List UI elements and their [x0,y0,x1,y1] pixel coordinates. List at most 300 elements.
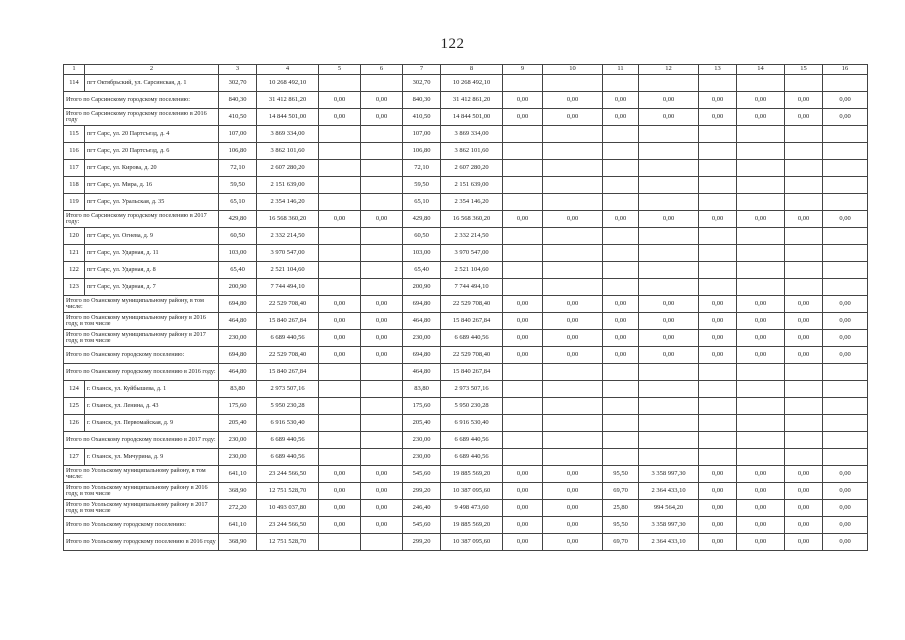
table-cell [699,398,737,415]
table-cell [639,245,699,262]
table-cell: 368,90 [219,483,257,500]
row-number: 121 [64,245,85,262]
table-cell: 65,10 [219,194,257,211]
table-cell: 6 689 440,56 [257,330,319,347]
table-cell [603,398,639,415]
table-cell: 0,00 [639,109,699,126]
table-cell: 0,00 [503,347,543,364]
table-cell: 694,80 [219,296,257,313]
table-cell: 0,00 [543,92,603,109]
table-cell [503,194,543,211]
table-row [64,262,868,279]
table-cell: 6 916 530,40 [257,415,319,432]
row-label: пгт Сарс, ул. 20 Партсъезд, д. 6 [85,143,219,160]
table-cell [785,432,823,449]
table-cell: 0,00 [639,313,699,330]
row-label: Итого по Сарсинскому городскому поселению: [64,92,219,109]
table-cell: 0,00 [361,483,403,500]
table-cell: 5 950 230,28 [257,398,319,415]
table-cell [603,143,639,160]
table-cell: 0,00 [785,330,823,347]
table-cell [699,143,737,160]
table-cell: 0,00 [543,313,603,330]
table-cell [503,126,543,143]
table-cell: 641,10 [219,517,257,534]
table-cell: 0,00 [503,517,543,534]
table-cell: 0,00 [823,466,868,483]
table-cell: 65,10 [403,194,441,211]
table-cell [603,160,639,177]
row-label: Итого по Усольскому муниципальному району в 2017 году, в том числе [64,500,219,517]
column-header: 9 [503,65,543,75]
table-cell [603,228,639,245]
table-cell: 299,20 [403,483,441,500]
table-cell: 83,80 [403,381,441,398]
table-cell [737,432,785,449]
table-cell: 19 885 569,20 [441,466,503,483]
row-label: Итого по Оханскому муниципальному району, в том числе: [64,296,219,313]
table-cell [639,262,699,279]
table-row [64,143,868,160]
table-cell [639,398,699,415]
row-number: 127 [64,449,85,466]
table-cell: 368,90 [219,534,257,551]
row-number: 114 [64,75,85,92]
table-cell: 22 529 708,40 [257,347,319,364]
table-cell: 0,00 [361,296,403,313]
table-cell [319,75,361,92]
table-cell: 0,00 [823,347,868,364]
table-cell [503,143,543,160]
table-cell [823,279,868,296]
row-label: Итого по Усольскому городскому поселению: [64,517,219,534]
table-cell [785,398,823,415]
table-cell: 6 916 530,40 [441,415,503,432]
table-cell [699,126,737,143]
table-cell [361,534,403,551]
table-cell: 60,50 [403,228,441,245]
table-cell: 840,30 [403,92,441,109]
table-cell: 0,00 [503,500,543,517]
table-cell [503,432,543,449]
table-cell [319,534,361,551]
table-cell: 464,80 [403,313,441,330]
table-cell [699,262,737,279]
table-cell: 0,00 [737,347,785,364]
table-cell [785,160,823,177]
table-cell: 0,00 [823,483,868,500]
table-cell [785,177,823,194]
row-label: Итого по Сарсинскому городскому поселению в 2016 году [64,109,219,126]
row-label: Итого по Усольскому муниципальному району в 2016 году, в том числе [64,483,219,500]
table-cell: 0,00 [319,313,361,330]
table-row [64,245,868,262]
table-cell: 0,00 [319,296,361,313]
table-cell [543,381,603,398]
total-row [64,313,868,330]
table-cell [603,449,639,466]
table-cell [319,415,361,432]
row-label: Итого по Оханскому городскому поселению в 2017 году: [64,432,219,449]
total-row [64,517,868,534]
table-cell: 0,00 [543,211,603,228]
table-cell: 299,20 [403,534,441,551]
total-row [64,92,868,109]
row-label: Итого по Усольскому городскому поселению в 2016 году [64,534,219,551]
table-cell [699,245,737,262]
table-cell [543,160,603,177]
row-label: пгт Сарс, ул. Ударная, д. 7 [85,279,219,296]
table-cell: 14 844 501,00 [257,109,319,126]
column-header: 2 [85,65,219,75]
table-cell [543,245,603,262]
table-cell [361,449,403,466]
table-cell: 15 840 267,84 [257,313,319,330]
table-cell [737,449,785,466]
total-row [64,364,868,381]
table-cell [543,177,603,194]
table-cell [319,126,361,143]
table-cell [319,381,361,398]
table-cell [699,415,737,432]
table-cell: 106,80 [219,143,257,160]
table-cell: 0,00 [361,500,403,517]
table-cell: 230,00 [403,432,441,449]
table-cell: 0,00 [503,466,543,483]
table-cell [785,262,823,279]
table-cell [737,194,785,211]
total-row [64,211,868,228]
table-cell [603,126,639,143]
table-cell: 230,00 [403,449,441,466]
table-cell [361,143,403,160]
table-cell [603,432,639,449]
table-cell: 246,40 [403,500,441,517]
table-cell [543,364,603,381]
table-cell: 0,00 [543,109,603,126]
table-cell: 0,00 [737,483,785,500]
table-cell: 0,00 [699,500,737,517]
table-cell: 15 840 267,84 [441,313,503,330]
table-cell [737,398,785,415]
table-cell: 0,00 [543,483,603,500]
table-cell [543,75,603,92]
data-table [63,64,868,551]
row-number: 120 [64,228,85,245]
table-cell: 31 412 861,20 [441,92,503,109]
total-row [64,534,868,551]
row-label: пгт Сарс, ул. Ударная, д. 8 [85,262,219,279]
table-cell: 15 840 267,84 [441,364,503,381]
table-cell [823,228,868,245]
table-cell: 0,00 [699,347,737,364]
table-cell: 0,00 [543,517,603,534]
table-cell: 95,50 [603,466,639,483]
table-cell: 0,00 [503,534,543,551]
column-header: 5 [319,65,361,75]
table-cell: 0,00 [503,330,543,347]
table-cell: 14 844 501,00 [441,109,503,126]
table-cell [639,143,699,160]
row-number: 115 [64,126,85,143]
table-cell: 994 564,20 [639,500,699,517]
table-cell: 0,00 [823,211,868,228]
table-cell [699,194,737,211]
table-row [64,75,868,92]
table-cell: 65,40 [403,262,441,279]
table-cell: 0,00 [319,483,361,500]
table-cell [823,194,868,211]
table-cell [823,415,868,432]
table-cell: 0,00 [699,109,737,126]
table-cell: 302,70 [403,75,441,92]
table-cell: 429,80 [403,211,441,228]
table-cell: 3 970 547,00 [257,245,319,262]
column-header: 4 [257,65,319,75]
table-cell: 103,00 [403,245,441,262]
column-header: 12 [639,65,699,75]
table-cell: 0,00 [785,211,823,228]
table-cell: 230,00 [219,330,257,347]
table-cell: 0,00 [543,330,603,347]
table-cell: 83,80 [219,381,257,398]
table-row [64,449,868,466]
table-cell [361,75,403,92]
table-cell: 200,90 [403,279,441,296]
table-cell: 0,00 [361,313,403,330]
column-header: 14 [737,65,785,75]
table-cell [785,279,823,296]
table-cell: 2 521 104,60 [441,262,503,279]
total-row [64,432,868,449]
table-cell: 545,60 [403,517,441,534]
table-cell: 0,00 [319,109,361,126]
table-cell: 7 744 494,10 [257,279,319,296]
table-cell: 0,00 [603,347,639,364]
table-cell: 0,00 [823,500,868,517]
table-cell: 0,00 [319,92,361,109]
column-header: 1 [64,65,85,75]
table-cell: 0,00 [823,109,868,126]
table-cell: 12 751 528,70 [257,534,319,551]
table-cell [319,177,361,194]
table-cell [319,279,361,296]
row-label: пгт Сарс, ул. Огнева, д. 9 [85,228,219,245]
row-number: 122 [64,262,85,279]
table-cell [737,143,785,160]
table-row [64,177,868,194]
table-cell: 0,00 [603,330,639,347]
table-cell: 0,00 [737,313,785,330]
table-cell [503,364,543,381]
table-cell: 464,80 [403,364,441,381]
table-cell [699,75,737,92]
table-cell: 205,40 [403,415,441,432]
column-header: 8 [441,65,503,75]
table-cell [699,449,737,466]
table-cell: 0,00 [543,296,603,313]
table-cell [319,143,361,160]
table-cell: 72,10 [403,160,441,177]
table-cell [639,432,699,449]
table-cell: 175,60 [219,398,257,415]
table-cell: 0,00 [361,330,403,347]
row-label: пгт Сарс, ул. Кирова, д. 20 [85,160,219,177]
table-cell: 2 151 639,00 [441,177,503,194]
column-header: 16 [823,65,868,75]
table-cell: 0,00 [361,92,403,109]
table-cell: 23 244 566,50 [257,517,319,534]
table-cell: 840,30 [219,92,257,109]
table-cell [823,143,868,160]
table-cell: 16 568 360,20 [257,211,319,228]
table-cell: 0,00 [737,211,785,228]
table-cell [361,245,403,262]
table-cell: 464,80 [219,364,257,381]
table-cell [319,449,361,466]
table-cell: 0,00 [361,211,403,228]
table-cell: 3 862 101,60 [441,143,503,160]
table-cell: 0,00 [699,313,737,330]
table-cell: 2 973 507,16 [441,381,503,398]
table-cell: 2 364 433,10 [639,483,699,500]
column-header: 13 [699,65,737,75]
table-cell [639,228,699,245]
table-cell [503,279,543,296]
table-cell [737,279,785,296]
table-cell: 0,00 [319,466,361,483]
table-cell: 31 412 861,20 [257,92,319,109]
table-cell [361,194,403,211]
table-cell [785,75,823,92]
table-cell [319,228,361,245]
table-cell: 25,80 [603,500,639,517]
table-cell [823,262,868,279]
table-cell: 0,00 [543,500,603,517]
table-cell [603,279,639,296]
table-cell [319,364,361,381]
column-header: 10 [543,65,603,75]
row-number: 118 [64,177,85,194]
table-cell: 0,00 [737,109,785,126]
row-label: пгт Сарс, ул. Ударная, д. 11 [85,245,219,262]
table-cell: 0,00 [699,296,737,313]
table-header-row [64,65,868,75]
table-cell: 0,00 [823,330,868,347]
table-cell: 107,00 [219,126,257,143]
table-cell: 5 950 230,28 [441,398,503,415]
row-number: 116 [64,143,85,160]
table-row [64,126,868,143]
table-cell [543,415,603,432]
table-row [64,194,868,211]
table-cell: 2 332 214,50 [441,228,503,245]
column-header: 11 [603,65,639,75]
table-row [64,279,868,296]
table-cell [823,75,868,92]
row-label: г. Оханск, ул. Ленина, д. 43 [85,398,219,415]
table-cell: 3 869 334,00 [257,126,319,143]
table-cell [737,364,785,381]
table-cell [699,160,737,177]
table-cell [785,449,823,466]
row-label: Итого по Оханскому городскому поселению в 2016 году: [64,364,219,381]
table-cell: 0,00 [699,92,737,109]
total-row [64,296,868,313]
table-cell: 0,00 [319,347,361,364]
table-cell: 410,50 [219,109,257,126]
table-cell: 205,40 [219,415,257,432]
table-cell [361,160,403,177]
table-cell: 107,00 [403,126,441,143]
table-cell: 6 689 440,56 [257,449,319,466]
table-cell [785,381,823,398]
table-cell: 2 364 433,10 [639,534,699,551]
column-header: 3 [219,65,257,75]
table-cell: 410,50 [403,109,441,126]
table-cell [503,228,543,245]
table-cell [737,415,785,432]
table-cell: 302,70 [219,75,257,92]
table-row [64,415,868,432]
table-cell: 0,00 [823,313,868,330]
table-cell [785,415,823,432]
total-row [64,466,868,483]
table-cell: 0,00 [639,347,699,364]
table-cell [639,415,699,432]
table-cell [823,160,868,177]
table-cell [639,75,699,92]
total-row [64,347,868,364]
table-cell: 6 689 440,56 [441,449,503,466]
table-cell: 0,00 [699,466,737,483]
row-label: г. Оханск, ул. Первомайская, д. 9 [85,415,219,432]
table-cell: 2 607 280,20 [257,160,319,177]
table-cell: 0,00 [543,466,603,483]
row-label: пгт Сарс, ул. Мира, д. 16 [85,177,219,194]
row-number: 125 [64,398,85,415]
table-cell [543,194,603,211]
table-cell: 0,00 [823,517,868,534]
table-cell: 2 151 639,00 [257,177,319,194]
total-row [64,483,868,500]
table-cell [361,415,403,432]
table-cell [503,262,543,279]
table-cell: 12 751 528,70 [257,483,319,500]
table-cell [503,75,543,92]
table-cell: 65,40 [219,262,257,279]
table-cell: 0,00 [503,296,543,313]
table-cell: 0,00 [785,109,823,126]
table-cell [503,160,543,177]
table-cell [639,279,699,296]
table-cell: 3 358 997,30 [639,517,699,534]
table-cell: 464,80 [219,313,257,330]
table-cell: 10 493 037,80 [257,500,319,517]
table-cell [361,432,403,449]
column-header: 15 [785,65,823,75]
table-cell [361,228,403,245]
table-cell: 0,00 [639,92,699,109]
table-cell [503,398,543,415]
table-cell [603,381,639,398]
table-cell [785,126,823,143]
table-row [64,398,868,415]
table-cell [785,143,823,160]
table-cell: 0,00 [361,466,403,483]
table-cell: 0,00 [785,296,823,313]
table-cell: 175,60 [403,398,441,415]
